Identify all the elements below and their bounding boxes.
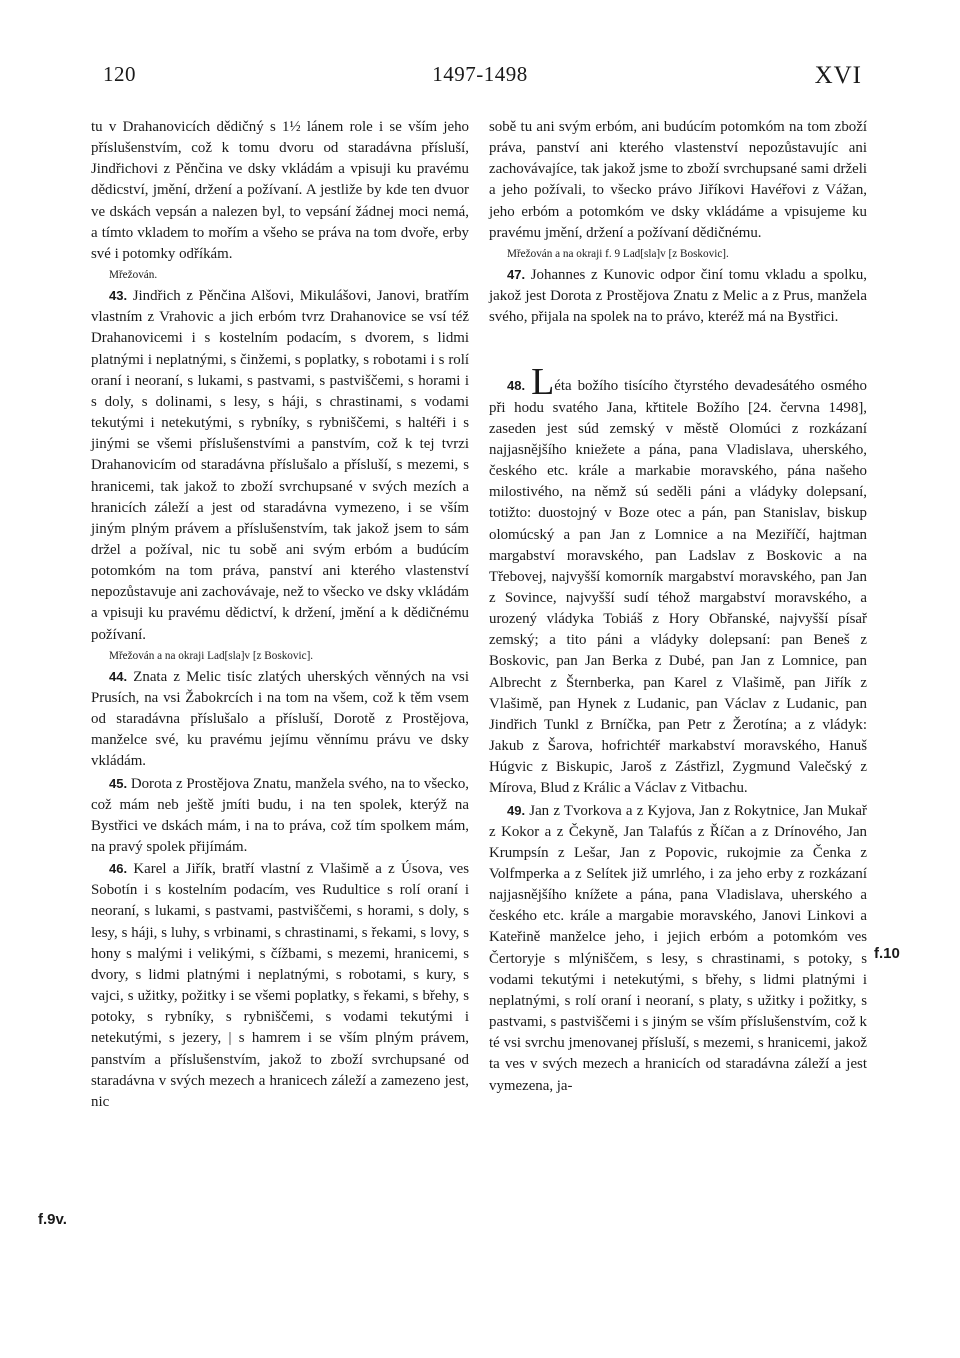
entry-text: Znata z Melic tisíc zlatých uherských věnných na vsi Prusích, na vsi Žabokrcích i na tom na všem, což k těm vsem od staradávna příslušalo a přísluší, Dorotě z Prostějova, manželce své, ku pravému jejímu věnnímu právu ve dsky vkládám. bbox=[91, 668, 469, 770]
entry-text: Jan z Tvorkova a z Kyjova, Jan z Rokytnice, Jan Mukař z Kokor a z Čekyně, Jan Talafús z Říčan a z Drínového, Jan Krumpsín z Lešar, Jan z Popovic, rukojmie za Čenka z Volfmperka a z Selítek již umrlého, i za jeho erby z rozkázaní najjasnějšího knížete a pána, pana Vladislava, uherského a českého etc. krále a margabie moravského, Janovi Linkovi a Kateřině manželce jeho, i jejich erbóm a potomkóm ves Čertoryje s mlýniščem, s lesy, s chrastinami, s potoky, s vodami tekutými i netekutými, s břehy, s lidmi platnými i neplatnými, s rolí oraní i neoraní, s platy, s užitky i požitky, s pastvami, s pastviščemi i s jiným se vším příslušenstvím, což k té vsi svrchu jmenovanej přísluší, s mezemi, s hranicemi, jakož ta ves v svých mezech a hranicích od staradávna záleží a jest vymezena, ja- bbox=[489, 802, 867, 1094]
editorial-note: Mřežován. bbox=[109, 269, 158, 282]
right-column bbox=[489, 117, 867, 1097]
margin-folio-right: f.10 bbox=[874, 945, 900, 962]
entry-48 bbox=[489, 361, 867, 799]
entry-number: 46. bbox=[109, 861, 128, 877]
entry-46 bbox=[91, 858, 469, 1113]
left-column bbox=[91, 117, 469, 1113]
entry-text: Dorota z Prostějova Znatu, manžela svého, na to všecko, což mám neb ještě jmíti budu, i na ten spolek, kterýž na Bystřici ve dskách mám, i na to práva, což tím spolkem mám, na pravý spolek přijímám. bbox=[91, 775, 469, 855]
entry-text: éta božího tisícího čtyrstého devadesátého osmého při hodu svatého Jana, křtitele Božího [24. června 1498], zaseden jest súd zemský v městě Olomúci z rozkázaní najjasnějšího kniežete a pána, pana Vladislava, uherského, českého etc. krále a markabie moravského, pána našeho milostivého, na němž sú seděli páni a vládyky dolepsaní, totižto: duostojný v Boze otec a pán, pan Stanislav, biskup olomúcský a pan Jan z Lomnice a na Meziříčí, hajtman margabství moravského, pan Ladslav z Boskovic a na Třebovej, najvyšší komorník margabství moravského, pan Jan z Sovince, najvyšší sudí téhož margabství moravského, a urozený vládyka Tobiáš z Hory Obřanské, najvyšší písař zemský; a tito páni a vládyky dolepsaní: pan Beneš z Boskovic, pan Jan Berka z Dubé, pan Jan z Lomnice, pan Albrecht z Šternberka, pan Karel z Vlašimě, pan Jiřík z Vlašimě, pan Hynek z Ludanic, pan Václav z Ludanic, pan Jindřich Tunkl z Brníčka, pan Petr z Žerotína; a z vládyk: Jakub z Šarova, hofrichtéř markabství moravského, Hanuš Húgvic z Biskupic, Jaroš z Zástřizl, Zygmund Valečský z Mírova, Blud z Králic a Václav z Vitbachu. bbox=[489, 378, 867, 797]
entry-number: 48. bbox=[507, 378, 526, 394]
paragraph-continuation: sobě tu ani svým erbóm, ani budúcím potomkóm na tom zboží práva, panství ani kterého vlastenství nepozůstavujíc ani zachovávajíce, tak jakož jsme to zboží svrchupsané sami drželi a jeho požívali, to všecko právo Jiříkovi Havéřovi z Vážan, jeho erbóm a potomkóm ve dsky vkládáme a vpisujeme ku pravému jmění, držení a požívaní dědičnému. bbox=[489, 119, 867, 241]
running-head-years: 1497-1498 bbox=[432, 62, 528, 86]
entry-text: Jindřich z Pěnčina Alšovi, Mikulášovi, Janovi, bratřím vlastním z Vrahovic a jich erbóm tvrz Drahanovice se vsí též Drahanovicemi i s kostelním podacím, s dvorem, s lidmi platnými i neplatnými, s činžemi, s poplatky, s robotami i s rolí oraní i neoraní, s lukami, s pastvami, s pastviščemi, s horami i s doly, s dolinami, s lesy, s háji, s chrastinami, s vodami tekutými i netekutými, s rybníky, s rybniščemi, s haltéři i s jinými se všemi příslušenstvími a panstvím, což k tej tvrzi Drahanovicím od staradávna příslušalo a přísluší, s mezemi, s hranicemi, tak jakož to zboží svrchupsané v svých mezích a hranicích záleží a jest od staradávna vymezeno, i se vším jiným plným právem a příslušenstvím, tak jakož jsem to sám držel a požíval, nic tu sobě ani svým erbóm a budúcím potomkóm na tom práva, panství ani kterého vlastenství nepozůstavuje ani zachovávaje, než to všecko ve dsky vkládám a vpisuji ku pravému dědictví, k držení, jmění a k dědičnému požívaní. bbox=[91, 288, 469, 643]
editorial-note: Mřežován a na okraji Lad[sla]v [z Boskovic]. bbox=[109, 649, 314, 662]
entry-text: Johannes z Kunovic odpor činí tomu vkladu a spolku, jakož jest Dorota z Prostějova Znatu z Melic a z Prus, manžela svého, přijala na spolek na to právo, kteréž má na Bystřici. bbox=[489, 266, 867, 326]
drop-cap: L bbox=[531, 361, 555, 404]
entry-49 bbox=[489, 800, 867, 1097]
entry-number: 43. bbox=[109, 288, 128, 304]
paragraph-continuation: tu v Drahanovicích dědičný s 1½ lánem role i se vším jeho příslušenstvím, což k tomu dvoru od staradávna přísluší, Jindřichovi z Pěnčina ve dsky vkládám a vpisuji ku pravému dědicství, jmění, držení a požívaní. A jestliže by kde ten dvuor ve dskách vepsán a nalezen byl, to vepsání žádnej moci nemá, a tímto vkladem to mořím a všeho se práva na tom dvoře, erby své i potomky odříkám. bbox=[91, 119, 469, 262]
entry-44 bbox=[91, 666, 469, 773]
editorial-note: Mřežován a na okraji f. 9 Lad[sla]v [z Boskovic]. bbox=[507, 247, 729, 260]
page-number: 120 bbox=[103, 62, 136, 86]
entry-text: Karel a Jiřík, bratří vlastní z Vlašimě a z Úsova, ves Sobotín i s kostelním podacím, ves Rudultice s rolí oraní i neoraní, s lukami, s pastvami, pastviščemi, s horami, s doly, s lesy, s háji, s luhy, s vrbinami, s chrastinami, s řekami, s lovy, s hony s malými i velikými, s čížbami, s mezemi, hranicemi, s dvory, s lidmi platnými i neplatnými, s robotami, s kury, s vajci, s užitky, požitky i se všemi poplatky, s řekami, s břehy, s potoky, s rybníky, s rybniščemi, s vodami tekutými i netekutými, s jezery, | s hamrem i se vším plným právem, panstvím a příslušenstvím, jakož to zboží svrchupsané od staradávna v svých mezech a hranicech záleží a zamezeno jest, nic bbox=[91, 861, 469, 1110]
entry-number: 44. bbox=[109, 668, 128, 684]
entry-47 bbox=[489, 264, 867, 328]
entry-43 bbox=[91, 285, 469, 646]
section-number: XVI bbox=[814, 62, 862, 89]
entry-number: 47. bbox=[507, 266, 526, 282]
entry-number: 45. bbox=[109, 775, 128, 791]
margin-folio-left: f.9v. bbox=[38, 1211, 67, 1228]
entry-number: 49. bbox=[507, 802, 526, 818]
entry-45 bbox=[91, 773, 469, 859]
